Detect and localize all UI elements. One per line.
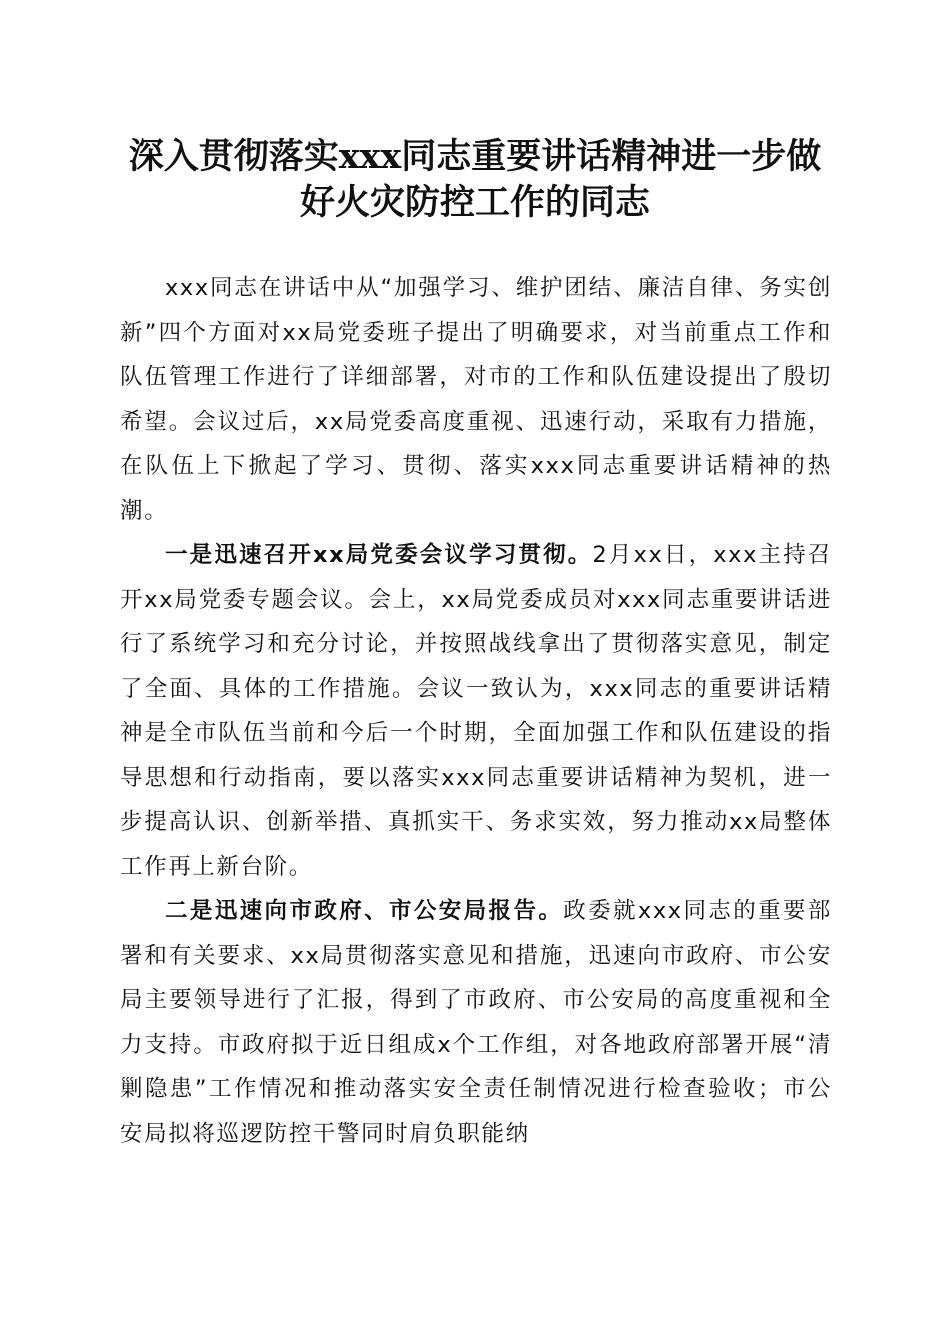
paragraph-lead-heading: 一是迅速召开xx局党委会议学习贯彻。 <box>165 542 593 568</box>
paragraph-intro <box>120 266 832 533</box>
paragraph-text: 政委就xxx同志的重要部署和有关要求、xx局贯彻落实意见和措施，迅速向市政府、市公安局主要领导进行了汇报，得到了市政府、市公安局的高度重视和全力支持。市政府拟于近日组成x个工作组，对各地政府部署开展“清剿隐患”工作情况和推动落实安全责任制情况进行检查验收；市公安局拟将巡逻防控干警同时肩负职能纳 <box>120 898 832 1147</box>
paragraph-text: xxx同志在讲话中从“加强学习、维护团结、廉洁自律、务实创新”四个方面对xx局党委班子提出了明确要求，对当前重点工作和队伍管理工作进行了详细部署，对市的工作和队伍建设提出了殷切希望。会议过后，xx局党委高度重视、迅速行动，采取有力措施，在队伍上下掀起了学习、贯彻、落实xxx同志重要讲话精神的热潮。 <box>120 275 832 524</box>
paragraph-lead-heading: 二是迅速向市政府、市公安局报告。 <box>165 898 564 924</box>
paragraph-text: 2月xx日，xxx主持召开xx局党委专题会议。会上，xx局党委成员对xxx同志重要讲话进行了系统学习和充分讨论，并按照战线拿出了贯彻落实意见，制定了全面、具体的工作措施。会议一致认为，xxx同志的重要讲话精神是全市队伍当前和今后一个时期，全面加强工作和队伍建设的指导思想和行动指南，要以落实xxx同志重要讲话精神为契机，进一步提高认识、创新举措、真抓实干、务求实效，努力推动xx局整体工作再上新台阶。 <box>120 542 833 880</box>
title-line-1: 深入贯彻落实xxx同志重要讲话精神进一步做 <box>128 136 822 177</box>
document-body <box>120 266 832 1156</box>
paragraph-section-one <box>120 533 832 889</box>
title-line-2: 好火灾防控工作的同志 <box>299 182 650 223</box>
paragraph-section-two <box>120 889 832 1156</box>
document-title <box>110 134 840 226</box>
